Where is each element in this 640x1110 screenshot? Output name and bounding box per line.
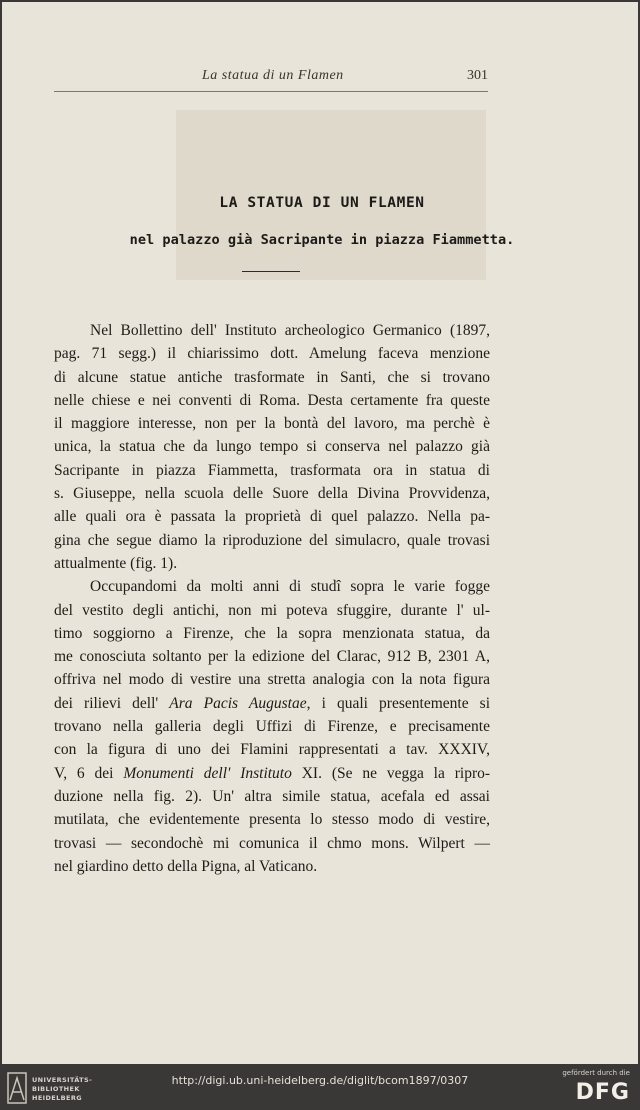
running-title: La statua di un Flamen bbox=[202, 68, 344, 83]
text-line: di alcune statue antiche trasformate in Santi, che si trovano bbox=[54, 368, 490, 386]
text-line: attualmente (fig. 1). bbox=[54, 554, 178, 572]
viewer-footer bbox=[0, 1066, 640, 1110]
text-segment: , i quali presentemente si bbox=[306, 694, 491, 712]
text-line: unica, la statua che da lungo tempo si conserva nel palazzo già bbox=[54, 438, 490, 456]
university-library-logo-icon bbox=[6, 1070, 28, 1106]
article-subtitle: nel palazzo già Sacripante in piazza Fiammetta. bbox=[129, 232, 515, 248]
library-name-line3: HEIDELBERG bbox=[32, 1094, 83, 1102]
funding-note: gefördert durch die bbox=[562, 1069, 630, 1077]
dfg-logo: DFG bbox=[575, 1080, 630, 1105]
text-line: timo soggiorno a Firenze, che la sopra menzionata statua, da bbox=[54, 624, 490, 642]
text-line: con la figura di uno dei Flamini rappresentati a tav. XXXIV, bbox=[54, 741, 490, 759]
article-title: LA STATUA DI UN FLAMEN bbox=[219, 195, 425, 211]
text-segment: dei rilievi dell' bbox=[54, 694, 159, 712]
text-segment: V, 6 dei bbox=[54, 764, 114, 782]
text-line: trovasi — secondochè mi comunica il chmo mons. Wilpert — bbox=[54, 834, 490, 852]
text-line: il maggiore interesse, non per la bontà del lavoro, ma perchè è bbox=[54, 415, 490, 433]
text-line bbox=[54, 762, 490, 785]
article-body bbox=[54, 319, 490, 878]
scanned-page bbox=[2, 2, 638, 1064]
text-line: s. Giuseppe, nella scuola delle Suore della Divina Provvidenza, bbox=[54, 485, 490, 503]
text-line: pag. 71 segg.) il chiarissimo dott. Amelung faceva menzione bbox=[54, 345, 490, 363]
text-line: mutilata, che evidentemente presenta lo stesso modo di vestire, bbox=[54, 811, 490, 829]
text-line: del vestito degli antichi, non mi poteva sfuggire, durante l' ul- bbox=[54, 601, 490, 619]
paragraph-2 bbox=[54, 575, 490, 878]
source-url-link[interactable]: http://digi.ub.uni-heidelberg.de/diglit/bcom1897/0307 bbox=[171, 1074, 469, 1087]
text-line: gina che segue diamo la riproduzione del simulacro, quale trovasi bbox=[54, 531, 490, 549]
italic-title-monumenti: Monumenti dell' Instituto bbox=[123, 764, 292, 782]
header-rule bbox=[54, 91, 488, 92]
library-name-line1: UNIVERSITÄTS- bbox=[32, 1076, 93, 1084]
title-divider bbox=[242, 271, 300, 272]
text-line: Occupandomi da molti anni di studî sopra le varie fogge bbox=[90, 578, 490, 596]
page-number: 301 bbox=[467, 68, 488, 83]
text-line: duzione nella fig. 2). Un' altra simile statua, acefala ed assai bbox=[54, 787, 490, 805]
text-segment: XI. (Se ne vegga la ripro- bbox=[301, 764, 491, 782]
italic-title-ara-pacis: Ara Pacis Augustae bbox=[169, 694, 307, 712]
paragraph-1 bbox=[54, 319, 490, 575]
text-line: Nel Bollettino dell' Instituto archeologico Germanico (1897, bbox=[90, 322, 490, 339]
text-line: alle quali ora è passata la proprietà di quel palazzo. Nella pa- bbox=[54, 508, 490, 526]
text-line: nelle chiese e nei conventi di Roma. Desta certamente fra queste bbox=[54, 391, 490, 409]
text-line: nel giardino detto della Pigna, al Vaticano. bbox=[54, 857, 318, 875]
text-line: Sacripante in piazza Fiammetta, trasformata ora in statua di bbox=[54, 461, 490, 479]
text-line: me conosciuta soltanto per la edizione del Clarac, 912 B, 2301 A, bbox=[54, 648, 490, 666]
text-line bbox=[54, 692, 490, 715]
text-line: trovano nella galleria degli Uffizi di Firenze, e precisamente bbox=[54, 718, 490, 736]
library-name-line2: BIBLIOTHEK bbox=[32, 1085, 80, 1093]
text-line: offriva nel modo di vestire una stretta analogia con la nota figura bbox=[54, 671, 490, 689]
